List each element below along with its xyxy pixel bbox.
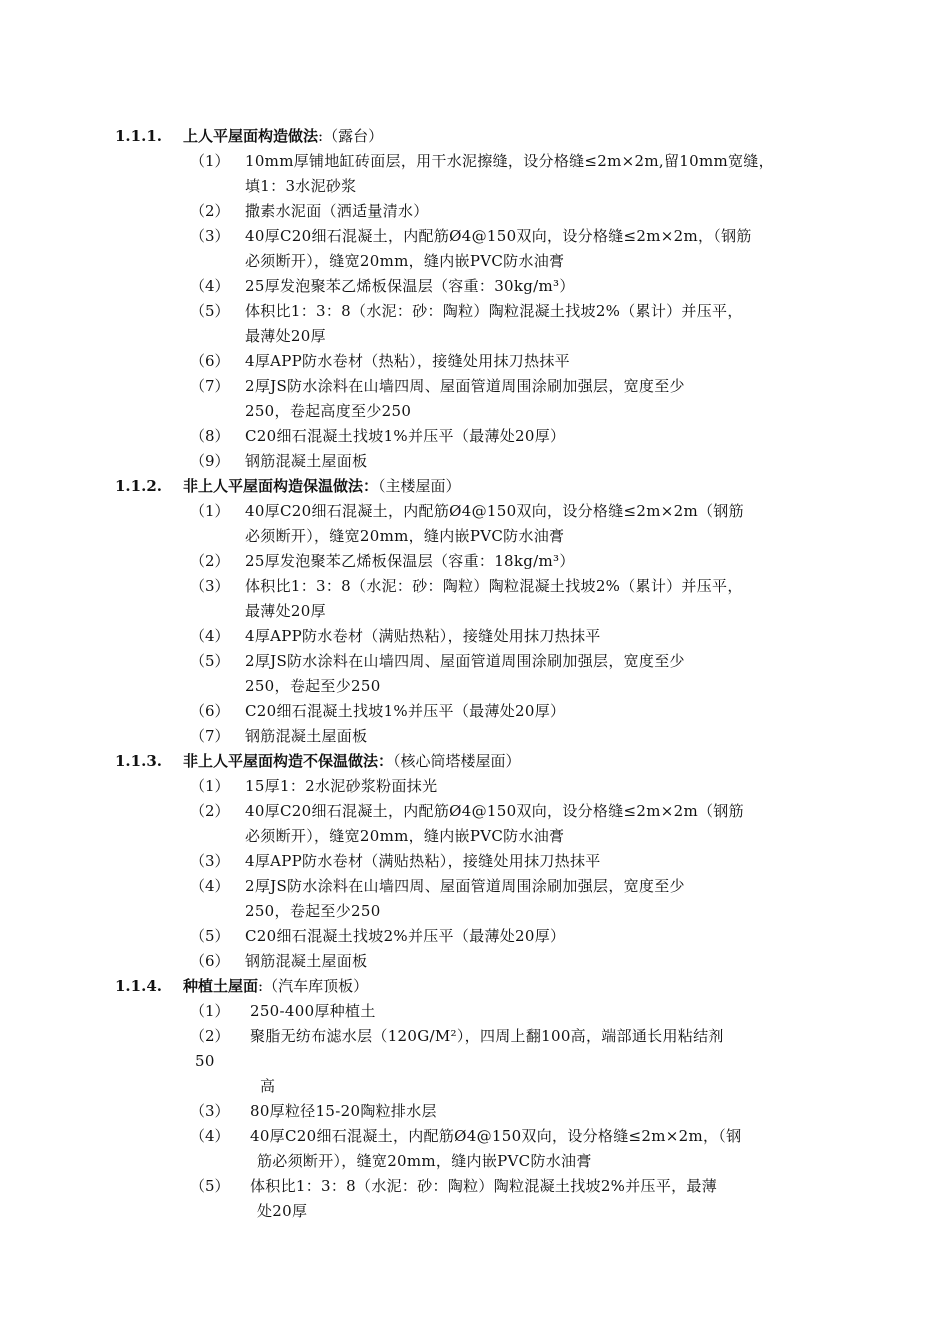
list-item	[115, 1174, 875, 1224]
item-text-line: 2厚JS防水涂料在山墙四周、屋面管道周围涂刷加强层，宽度至少	[245, 652, 685, 670]
item-text-line: 2厚JS防水涂料在山墙四周、屋面管道周围涂刷加强层，宽度至少	[245, 377, 685, 395]
item-text-line: 250-400厚种植土	[250, 1002, 376, 1020]
list-item	[115, 774, 875, 799]
list-item	[115, 799, 875, 849]
item-text-line: 40厚C20细石混凝土，内配筋Ø4@150双向，设分格缝≤2m×2m，（钢	[250, 1127, 742, 1145]
item-text-line: 40厚C20细石混凝土，内配筋Ø4@150双向，设分格缝≤2m×2m，（钢筋	[245, 227, 752, 245]
item-number: （1）	[190, 152, 230, 170]
item-text-line: 聚脂无纺布滤水层（120G/M²），四周上翻100高，端部通长用粘结剂	[250, 1027, 724, 1045]
list-item	[115, 549, 875, 574]
item-number: （4）	[190, 627, 230, 645]
item-text-line: 50	[195, 1052, 215, 1070]
item-text	[245, 449, 860, 474]
list-item	[115, 224, 875, 274]
list-item	[115, 374, 875, 424]
item-text-line: 250，卷起高度至少250	[245, 402, 412, 420]
list-item	[115, 874, 875, 924]
item-number: （4）	[190, 277, 230, 295]
item-text	[245, 949, 860, 974]
section-title: 非上人平屋面构造不保温做法：	[183, 752, 394, 770]
item-number: （6）	[190, 352, 230, 370]
item-text-line: 撒素水泥面（洒适量清水）	[245, 202, 429, 220]
item-text	[245, 424, 860, 449]
list-item	[115, 149, 875, 199]
item-number: （3）	[190, 852, 230, 870]
item-text	[250, 1099, 865, 1124]
list-item	[115, 574, 875, 624]
item-text-line: 80厚粒径15-20陶粒排水层	[250, 1102, 437, 1120]
list-item	[115, 274, 875, 299]
item-number: （2）	[190, 802, 230, 820]
item-text	[245, 649, 860, 699]
item-text	[250, 999, 865, 1024]
section-number: 1.1.1.	[115, 127, 162, 145]
item-text	[245, 149, 860, 199]
item-number: （5）	[190, 302, 230, 320]
item-text	[245, 799, 860, 849]
item-text	[245, 274, 860, 299]
item-text	[245, 199, 860, 224]
section-number: 1.1.4.	[115, 977, 162, 995]
item-text-line: 高	[260, 1077, 276, 1095]
item-text-line: 体积比1：3：8（水泥：砂：陶粒）陶粒混凝土找坡2%并压平，最薄	[250, 1177, 718, 1195]
item-text-line: 必须断开），缝宽20mm，缝内嵌PVC防水油膏	[245, 827, 565, 845]
section-note: :（汽车库顶板）	[258, 977, 369, 995]
item-number: （2）	[190, 1027, 230, 1045]
list-item	[115, 724, 875, 749]
item-text-line: 处20厚	[257, 1202, 308, 1220]
item-text	[245, 874, 860, 924]
item-text-line: 10mm厚铺地缸砖面层，用干水泥擦缝，设分格缝≤2m×2m,留10mm宽缝，	[245, 152, 774, 170]
section-title: 种植土屋面	[183, 977, 259, 995]
list-item	[115, 1124, 875, 1174]
item-text-line: 体积比1：3：8（水泥：砂：陶粒）陶粒混凝土找坡2%（累计）并压平，	[245, 577, 743, 595]
item-text	[245, 574, 860, 624]
item-number: （1）	[190, 502, 230, 520]
item-text	[195, 1024, 865, 1099]
section-note: （核心筒塔楼屋面）	[393, 752, 521, 770]
section-note: :（露台）	[318, 127, 384, 145]
item-text-line: C20细石混凝土找坡1%并压平（最薄处20厚）	[245, 702, 566, 720]
item-number: （2）	[190, 552, 230, 570]
item-text	[245, 349, 860, 374]
item-text-line: 15厚1：2水泥砂浆粉面抹光	[245, 777, 438, 795]
item-number: （4）	[190, 877, 230, 895]
item-text	[245, 849, 860, 874]
section-title: 非上人平屋面构造保温做法：	[183, 477, 379, 495]
list-item	[115, 949, 875, 974]
list-item	[115, 499, 875, 549]
item-number: （5）	[190, 1177, 230, 1195]
list-item	[115, 199, 875, 224]
item-text	[245, 224, 860, 274]
list-item	[115, 649, 875, 699]
item-text-line: 4厚APP防水卷材（热粘），接缝处用抹刀热抹平	[245, 352, 570, 370]
item-text-line: 40厚C20细石混凝土，内配筋Ø4@150双向，设分格缝≤2m×2m（钢筋	[245, 802, 744, 820]
section-heading	[115, 974, 875, 999]
section-heading	[115, 124, 875, 149]
document-content	[115, 124, 875, 1224]
list-item	[115, 424, 875, 449]
section-note: （主楼屋面）	[378, 477, 461, 495]
item-text-line: 25厚发泡聚苯乙烯板保温层（容重：18kg/m³）	[245, 552, 575, 570]
item-text-line: 最薄处20厚	[245, 602, 326, 620]
item-text-line: 40厚C20细石混凝土，内配筋Ø4@150双向，设分格缝≤2m×2m（钢筋	[245, 502, 744, 520]
list-item	[115, 699, 875, 724]
item-text-line: 钢筋混凝土屋面板	[245, 952, 368, 970]
section-number: 1.1.3.	[115, 752, 162, 770]
item-number: （7）	[190, 377, 230, 395]
item-text-line: 体积比1：3：8（水泥：砂：陶粒）陶粒混凝土找坡2%（累计）并压平，	[245, 302, 743, 320]
item-text-line: 最薄处20厚	[245, 327, 326, 345]
list-item	[115, 1024, 875, 1099]
list-item	[115, 624, 875, 649]
list-item	[115, 449, 875, 474]
item-text-line: 2厚JS防水涂料在山墙四周、屋面管道周围涂刷加强层，宽度至少	[245, 877, 685, 895]
item-text-line: 25厚发泡聚苯乙烯板保温层（容重：30kg/m³）	[245, 277, 575, 295]
item-text-line: 250，卷起至少250	[245, 677, 381, 695]
item-number: （1）	[190, 777, 230, 795]
item-number: （4）	[190, 1127, 230, 1145]
list-item	[115, 999, 875, 1024]
item-number: （5）	[190, 652, 230, 670]
item-text-line: 填1：3水泥砂浆	[245, 177, 357, 195]
item-number: （3）	[190, 577, 230, 595]
item-number: （9）	[190, 452, 230, 470]
item-text	[250, 1174, 865, 1224]
section-title: 上人平屋面构造做法	[183, 127, 319, 145]
item-text-line: C20细石混凝土找坡2%并压平（最薄处20厚）	[245, 927, 566, 945]
item-number: （6）	[190, 702, 230, 720]
item-text	[245, 299, 860, 349]
item-number: （8）	[190, 427, 230, 445]
list-item	[115, 349, 875, 374]
item-text	[245, 374, 860, 424]
item-text-line: 4厚APP防水卷材（满贴热粘），接缝处用抹刀热抹平	[245, 627, 601, 645]
list-item	[115, 299, 875, 349]
item-number: （1）	[190, 1002, 230, 1020]
section-heading	[115, 749, 875, 774]
item-text-line: 4厚APP防水卷材（满贴热粘），接缝处用抹刀热抹平	[245, 852, 601, 870]
item-number: （3）	[190, 227, 230, 245]
item-text	[245, 699, 860, 724]
item-text	[245, 624, 860, 649]
item-text	[245, 924, 860, 949]
list-item	[115, 1099, 875, 1124]
item-text	[245, 774, 860, 799]
item-text-line: 筋必须断开），缝宽20mm，缝内嵌PVC防水油膏	[257, 1152, 592, 1170]
item-number: （2）	[190, 202, 230, 220]
section-number: 1.1.2.	[115, 477, 162, 495]
section-heading	[115, 474, 875, 499]
list-item	[115, 849, 875, 874]
item-text-line: 钢筋混凝土屋面板	[245, 452, 368, 470]
item-number: （7）	[190, 727, 230, 745]
item-text	[245, 499, 860, 549]
item-text-line: 钢筋混凝土屋面板	[245, 727, 368, 745]
item-text	[250, 1124, 865, 1174]
item-text-line: 必须断开），缝宽20mm，缝内嵌PVC防水油膏	[245, 252, 565, 270]
item-text-line: 必须断开），缝宽20mm，缝内嵌PVC防水油膏	[245, 527, 565, 545]
item-text	[245, 549, 860, 574]
item-number: （3）	[190, 1102, 230, 1120]
item-text	[245, 724, 860, 749]
item-text-line: 250，卷起至少250	[245, 902, 381, 920]
list-item	[115, 924, 875, 949]
item-number: （5）	[190, 927, 230, 945]
item-text-line: C20细石混凝土找坡1%并压平（最薄处20厚）	[245, 427, 566, 445]
item-number: （6）	[190, 952, 230, 970]
